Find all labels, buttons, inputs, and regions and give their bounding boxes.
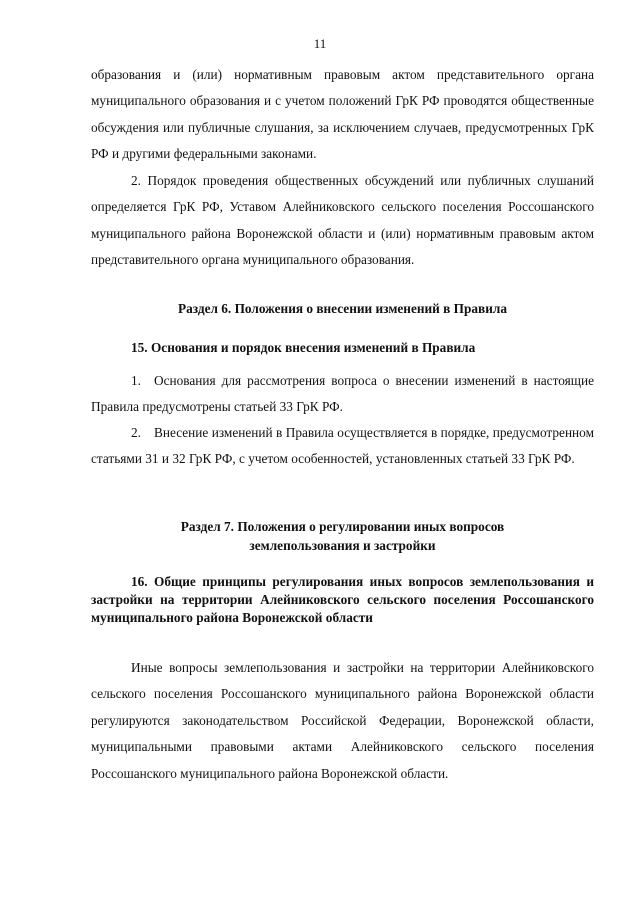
paragraph-continuation: образования и (или) нормативным правовым актом представительного органа муниципального образования и с учетом положений ГрК РФ проводятся общественные обсуждения или публичные слушания, за исключением случаев, предусмотренных ГрК РФ и другими федеральными законами.: [91, 67, 594, 162]
paragraph-final: Иные вопросы землепользования и застройки на территории Алейниковского сельского поселения Россошанского муниципального района Воронежской области регулируются законодательством Российской Федерации, Воронежской области, муниципальными правовыми актами Алейниковского сельского поселения Россошанского муниципального района Воронежской области.: [91, 660, 594, 781]
item-15-2: [91, 420, 594, 473]
item-15-1: [91, 368, 594, 421]
item-15-1-text: Основания для рассмотрения вопроса о внесении изменений в настоящие Правила предусмотрены статьей 33 ГрК РФ.: [91, 373, 594, 415]
page-number: 11: [313, 36, 327, 51]
item-15-2-number: 2.: [131, 425, 141, 440]
item-15-2-text: Внесение изменений в Правила осуществляется в порядке, предусмотренном статьями 31 и 32 ГрК РФ, с учетом особенностей, установленных статьей 33 ГрК РФ.: [91, 425, 594, 467]
paragraph-2: 2. Порядок проведения общественных обсуждений или публичных слушаний определяется ГрК РФ, Уставом Алейниковского сельского поселения Россошанского муниципального района Воронежской области и (или) нормативным правовым актом представительного органа муниципального образования.: [91, 173, 594, 268]
item-15-title: 15. Основания и порядок внесения изменений в Правила: [131, 340, 476, 355]
item-16-title: 16. Общие принципы регулирования иных вопросов землепользования и застройки на территории Алейниковского сельского поселения Россошанского муниципального района Воронежской области: [91, 574, 594, 625]
section-7-title: [91, 517, 594, 555]
section-7-title-line-1: Раздел 7. Положения о регулировании иных вопросов: [180, 519, 505, 534]
item-15-1-number: 1.: [131, 373, 141, 388]
section-6-title: Раздел 6. Положения о внесении изменений в Правила: [177, 301, 508, 316]
section-7-title-line-2: землепользования и застройки: [249, 538, 436, 553]
